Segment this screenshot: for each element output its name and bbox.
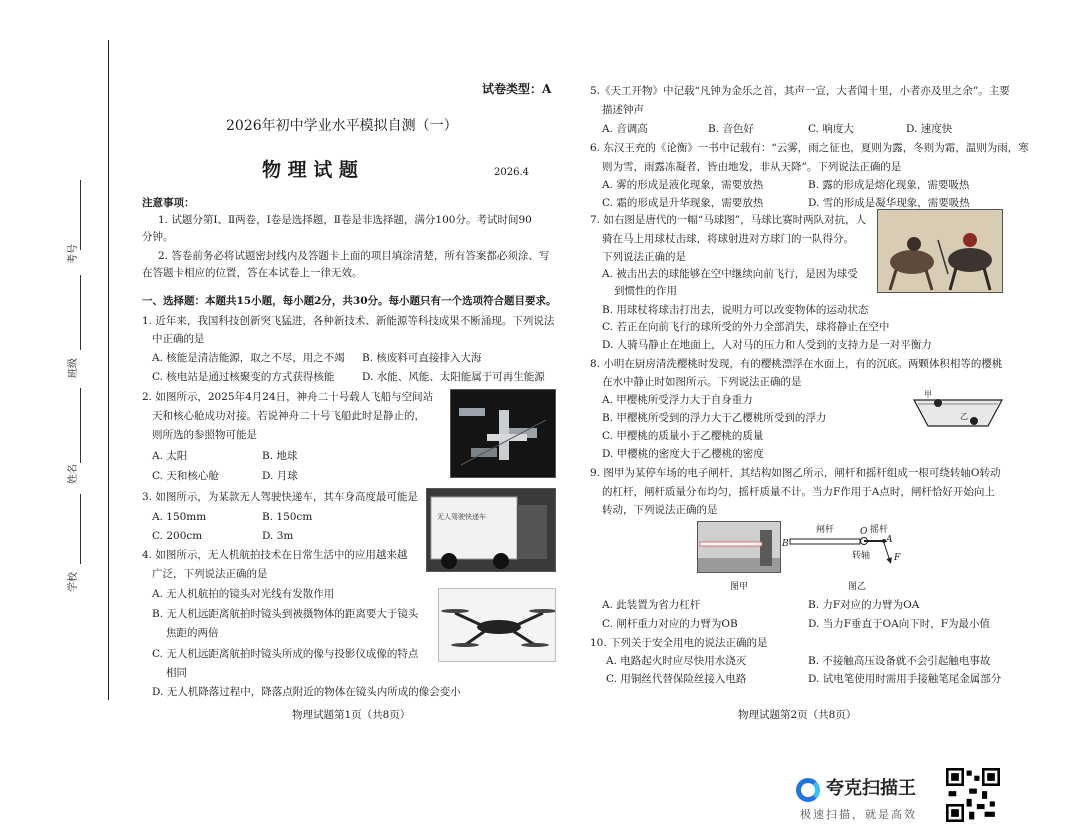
note-2-cont: 在答题卡相应的位置，答在本试卷上一律无效。 [142, 267, 363, 279]
q1-option-a: A. 核能是清洁能源，取之不尽，用之不竭 [152, 352, 345, 364]
polo-painting-photo [877, 209, 1003, 293]
q6-stem-cont: 则为雪，雨露冻凝者，皆由地发，非从天降”。下列说法正确的是 [602, 161, 902, 173]
lever-label-a: A [886, 535, 893, 545]
side-rule [80, 494, 81, 564]
delivery-vehicle-photo [426, 488, 556, 572]
lever-label-f: F [894, 553, 901, 563]
fig-yi-caption: 图乙 [848, 582, 867, 592]
q1-option-d: D. 水能、风能、太阳能属于可再生能源 [362, 371, 545, 383]
q4-option-c: C. 无人机远距离航拍时镜头所成的像与投影仪成像的特点 [152, 648, 419, 660]
q4-option-b-cont: 焦距的两倍 [166, 627, 219, 639]
q3-option-d: D. 3m [262, 530, 294, 542]
q6-option-b: B. 露的形成是熔化现象，需要吸热 [808, 179, 970, 191]
q2-option-d: D. 月球 [262, 470, 298, 482]
q6-option-a: A. 雾的形成是液化现象，需要放热 [602, 179, 764, 191]
q3-option-c: C. 200cm [152, 530, 203, 542]
q3-stem: 3. 如图所示，为某款无人驾驶快递车，其车身高度最可能是 [142, 491, 418, 503]
q8-stem-cont: 在水中静止时如图所示。下列说法正确的是 [602, 376, 802, 388]
lever-figure [780, 521, 910, 575]
parking-gate-photo [697, 521, 781, 573]
q9-option-d: D. 当力F垂直于OA向下时，F为最小值 [808, 618, 990, 630]
lever-label-axle: 转轴 [852, 551, 871, 561]
cherry-bowl-diagram [910, 392, 1006, 432]
binding-margin-line [108, 40, 109, 700]
q10-stem: 10. 下列关于安全用电的说法正确的是 [590, 637, 768, 649]
drone-photo [438, 588, 556, 662]
q10-option-a: A. 电路起火时应尽快用水浇灭 [606, 655, 747, 667]
q7-option-a-cont: 到惯性的作用 [614, 285, 677, 297]
page-1-footer: 物理试题第1页（共8页） [292, 709, 411, 721]
subject-title: 物 理 试 题 [262, 159, 358, 181]
q6-option-d: D. 雪的形成是凝华现象，需要吸热 [808, 197, 970, 209]
q1-option-c: C. 核电站是通过核聚变的方式获得核能 [152, 371, 335, 383]
scanner-brand: 夸克扫描王 [826, 778, 916, 799]
q4-option-b: B. 无人机远距离航拍时镜头到被摄物体的距离要大于镜头 [152, 608, 419, 620]
q8-option-b: B. 甲樱桃所受到的浮力大于乙樱桃所受到的浮力 [602, 412, 827, 424]
q9-stem-cont2: 转动，下列说法正确的是 [602, 504, 718, 516]
q7-option-c: C. 若正在向前飞行的球所受的外力全部消失，球将静止在空中 [602, 321, 890, 333]
q8-option-d: D. 甲樱桃的密度大于乙樱桃的密度 [602, 448, 764, 460]
delivery-vehicle-image [427, 489, 556, 572]
q3-option-b: B. 150cm [262, 511, 313, 523]
lever-label-b: B [782, 539, 789, 549]
q5-option-d: D. 速度快 [906, 123, 953, 135]
exam-date: 2026.4 [494, 167, 529, 178]
q8-stem: 8. 小明在厨房清洗樱桃时发现，有的樱桃漂浮在水面上，有的沉底。两颗体积相等的樱桃 [590, 358, 1003, 370]
q4-stem-cont: 广泛，下列说法正确的是 [152, 568, 268, 580]
q6-option-c: C. 霜的形成是升华现象，需要放热 [602, 197, 764, 209]
scanner-slogan: 极速扫描，就是高效 [800, 808, 917, 821]
exam-title: 2026年初中学业水平模拟自测（一） [226, 118, 458, 134]
q4-option-d: D. 无人机降落过程中，降落点附近的物体在镜头内所成的像会变小 [152, 686, 461, 698]
q3-option-a: A. 150mm [152, 511, 207, 523]
q2-option-b: B. 地球 [262, 450, 298, 462]
q10-option-d: D. 试电笔使用时需用手接触笔尾金属部分 [808, 673, 1002, 685]
lever-label-o: O [860, 527, 868, 537]
side-label-exam-no: 考号 [68, 244, 79, 264]
note-1: 1. 试题分第Ⅰ、Ⅱ两卷，Ⅰ卷是选择题，Ⅱ卷是非选择题，满分100分。考试时间90 [158, 214, 532, 226]
note-1-cont: 分钟。 [142, 231, 174, 243]
lever-label-rocker: 摇杆 [870, 525, 889, 535]
q2-option-c: C. 天和核心舱 [152, 470, 219, 482]
q7-option-b: B. 用球杖将球击打出去，说明力可以改变物体的运动状态 [602, 304, 869, 316]
q5-stem-cont: 描述钟声 [602, 104, 644, 116]
paper-type: 试卷类型：A [482, 82, 552, 96]
q7-stem-cont2: 下列说法正确的是 [602, 251, 686, 263]
q8-option-a: A. 甲樱桃所受浮力大于自身重力 [602, 394, 753, 406]
side-rule [80, 180, 81, 250]
q5-option-b: B. 音色好 [708, 123, 754, 135]
q2-stem-cont2: 则所选的参照物可能是 [152, 429, 257, 441]
drone-image [439, 589, 556, 662]
q9-option-a: A. 此装置为省力杠杆 [602, 599, 701, 611]
q7-option-d: D. 人骑马静止在地面上，人对马的压力和人受到的支持力是一对平衡力 [602, 339, 932, 351]
notes-heading: 注意事项： [142, 197, 195, 209]
parking-gate-image [698, 522, 781, 573]
cherry-label-jia: 甲 [924, 390, 932, 399]
q1-stem: 1. 近年来，我国科技创新突飞猛进，各种新技术、新能源等科技成果不断涌现。下列说法 [142, 315, 555, 327]
q9-option-b: B. 力F对应的力臂为OA [808, 599, 920, 611]
q6-stem: 6. 东汉王充的《论衡》一书中记载有：“云雾，雨之征也，夏则为露，冬则为霜，温则为雨，寒 [590, 142, 1029, 154]
q5-option-a: A. 音调高 [602, 123, 648, 135]
q4-stem: 4. 如图所示，无人机航拍技术在日常生活中的应用越来越 [142, 549, 408, 561]
cherry-label-yi: 乙 [960, 412, 968, 421]
q9-stem: 9. 图甲为某停车场的电子闸杆，其结构如图乙所示，闸杆和摇杆组成一根可绕转轴O转动 [590, 467, 1001, 479]
note-2: 2. 答卷前务必将试题密封线内及答题卡上面的项目填涂清楚，所有答案都必须涂、写 [158, 250, 550, 262]
q1-stem-cont: 中正确的是 [152, 333, 205, 345]
q4-option-a: A. 无人机航拍的镜头对光线有发散作用 [152, 588, 335, 600]
scanner-logo-icon [796, 778, 820, 802]
side-rule [80, 275, 81, 350]
q7-stem-cont: 骑在马上用球杖击球，将球射进对方球门的一队得分。 [602, 233, 854, 245]
q7-option-a: A. 被击出去的球能够在空中继续向前飞行，是因为球受 [602, 268, 858, 280]
section-1-heading: 一、选择题：本题共15小题，每小题2分，共30分。每小题只有一个选项符合题目要求。 [142, 295, 557, 307]
q1-option-b: B. 核废料可直接排入大海 [362, 352, 482, 364]
space-station-photo [450, 389, 556, 478]
polo-painting-image [878, 210, 1003, 293]
space-station-image [451, 390, 556, 478]
vehicle-side-text: 无人驾驶快递车 [437, 513, 486, 521]
page-2-footer: 物理试题第2页（共8页） [738, 709, 857, 721]
q4-option-c-cont: 相同 [166, 667, 187, 679]
q9-option-c: C. 闸杆重力对应的力臂为OB [602, 618, 738, 630]
q10-option-c: C. 用铜丝代替保险丝接入电路 [606, 673, 747, 685]
q5-stem: 5.《天工开物》中记载“凡钟为金乐之首，其声一宣，大者闻十里，小者亦及里之余”。主要 [590, 85, 1010, 97]
q5-option-c: C. 响度大 [808, 123, 854, 135]
q10-option-b: B. 不接触高压设备就不会引起触电事故 [808, 655, 991, 667]
side-rule [80, 388, 81, 463]
lever-diagram [780, 521, 910, 575]
side-label-name: 姓名 [68, 464, 79, 484]
side-label-school: 学校 [68, 572, 79, 592]
lever-label-gate-arm: 闸杆 [816, 525, 835, 535]
q2-stem-cont: 天和核心舱成功对接。若说神舟二十号飞船此时是静止的， [152, 410, 425, 422]
q2-option-a: A. 太阳 [152, 450, 188, 462]
q9-stem-cont: 的杠杆，闸杆质量分布均匀，摇杆质量不计。当力F作用于A点时，闸杆恰好开始向上 [602, 486, 995, 498]
side-label-class: 班级 [68, 358, 79, 378]
qr-code-icon [946, 768, 1000, 822]
fig-jia-caption: 图甲 [730, 582, 749, 592]
q8-option-c: C. 甲樱桃的质量小于乙樱桃的质量 [602, 430, 764, 442]
q7-stem: 7. 如右图是唐代的一幅“马球图”，马球比赛时两队对抗，人 [590, 214, 867, 226]
q2-stem: 2. 如图所示，2025年4月24日，神舟二十号载人飞船与空间站 [142, 391, 434, 403]
